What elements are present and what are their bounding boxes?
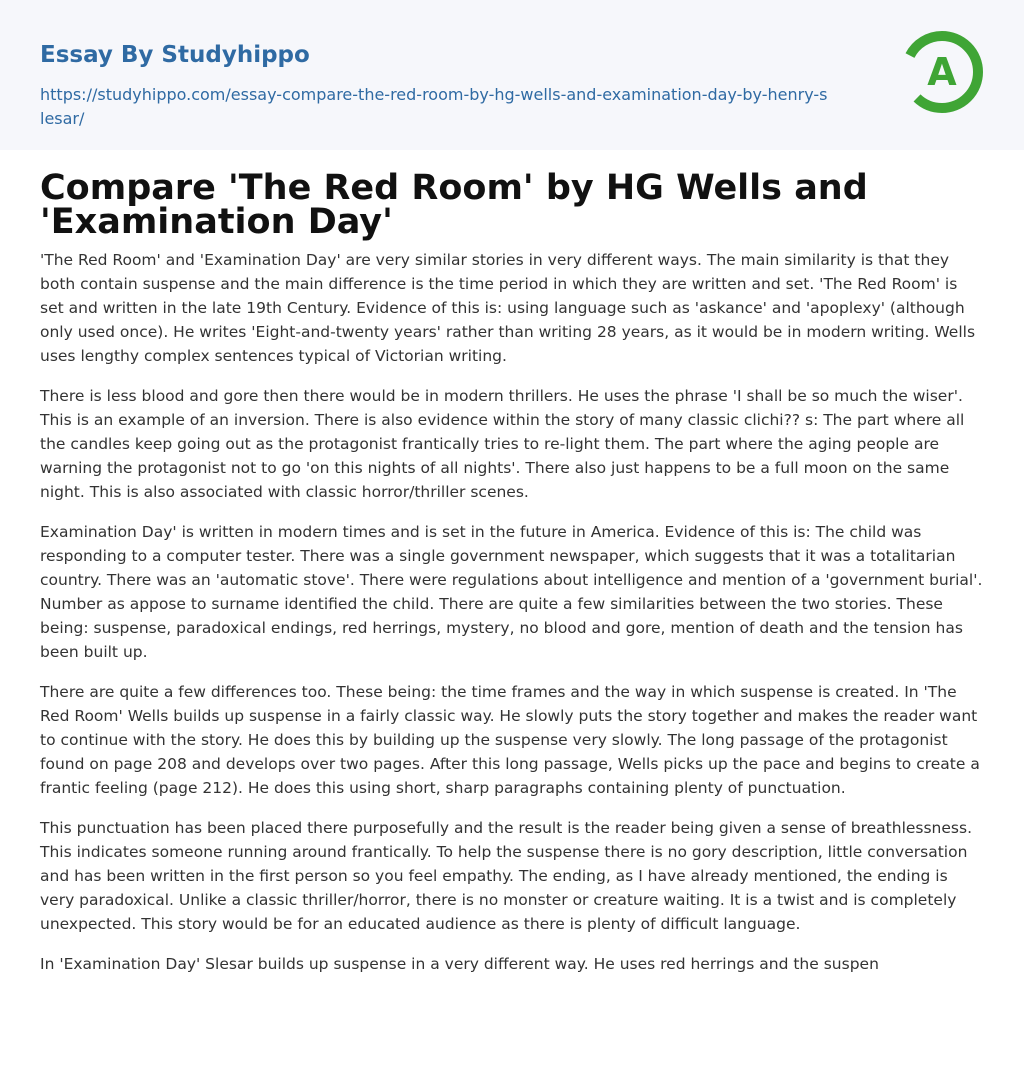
article-paragraph-6: In 'Examination Day' Slesar builds up suspense in a very different way. He uses red herrings and the suspen	[40, 955, 879, 973]
logo-letter: A	[927, 50, 957, 94]
site-title[interactable]: Essay By Studyhippo	[40, 42, 310, 68]
article-title: Compare 'The Red Room' by HG Wells and 'Examination Day'	[40, 168, 868, 242]
article-paragraph-1: 'The Red Room' and 'Examination Day' are very similar stories in very different ways. The main similarity is that they both contain suspense and the main difference is the time period in which they are written and set. 'The Red Room' is set and written in the late 19th Century. Evidence of this is: using language such as 'askance' and 'apoplexy' (although only used once). He writes 'Eight-and-twenty years' rather than writing 28 years, as it would be in modern writing. Wells uses lengthy complex sentences typical of Victorian writing.	[40, 251, 976, 365]
article	[0, 168, 1024, 976]
source-url-link[interactable]: https://studyhippo.com/essay-compare-the-red-room-by-hg-wells-and-examination-day-by-henry-slesar/	[40, 85, 828, 128]
article-paragraph-2: There is less blood and gore then there would be in modern thrillers. He uses the phrase 'I shall be so much the wiser'. This is an example of an inversion. There is also evidence within the story of many classic clichi?? s: The part where all the candles keep going out as the protagonist frantically tries to re-light them. The part where the aging people are warning the protagonist not to go 'on this nights of all nights'. There also just happens to be a full moon on the same night. This is also associated with classic horror/thriller scenes.	[40, 387, 965, 501]
article-paragraph-4: There are quite a few differences too. These being: the time frames and the way in which suspense is created. In 'The Red Room' Wells builds up suspense in a fairly classic way. He slowly puts the story together and makes the reader want to continue with the story. He does this by building up the suspense very slowly. The long passage of the protagonist found on page 208 and develops over two pages. After this long passage, Wells picks up the pace and begins to create a frantic feeling (page 212). He does this using short, sharp paragraphs containing plenty of punctuation.	[40, 683, 980, 797]
article-paragraph-5: This punctuation has been placed there purposefully and the result is the reader being given a sense of breathlessness. This indicates someone running around frantically. To help the suspense there is no gory description, little conversation and has been written in the first person so you feel empathy. The ending, as I have already mentioned, the ending is very paradoxical. Unlike a classic thriller/horror, there is no monster or creature waiting. It is a twist and is completely unexpected. This story would be for an educated audience as there is plenty of difficult language.	[40, 819, 972, 933]
studyhippo-logo-icon[interactable]	[898, 28, 986, 116]
article-paragraph-3: Examination Day' is written in modern times and is set in the future in America. Evidence of this is: The child was responding to a computer tester. There was a single government newspaper, which suggests that it was a totalitarian country. There was an 'automatic stove'. There were regulations about intelligence and mention of a 'government burial'. Number as appose to surname identified the child. There are quite a few similarities between the two stories. These being: suspense, paradoxical endings, red herrings, mystery, no blood and gore, mention of death and the tension has been built up.	[40, 523, 983, 661]
site-header	[0, 0, 1024, 150]
